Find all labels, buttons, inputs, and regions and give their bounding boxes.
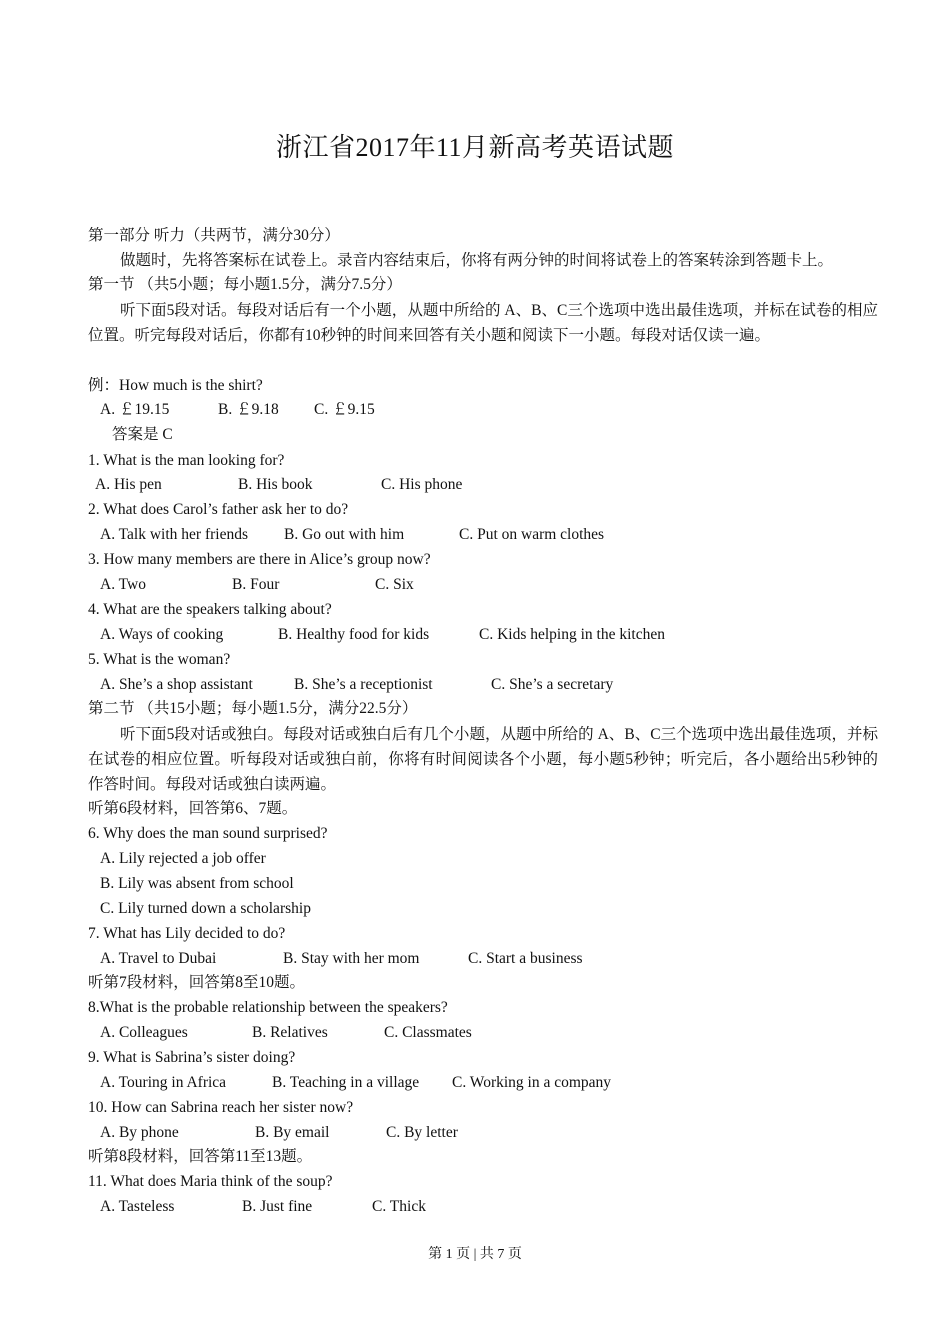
question-5: 5. What is the woman? [88,651,231,668]
question-7: 7. What has Lily decided to do? [88,925,286,942]
question-4: 4. What are the speakers talking about? [88,601,332,618]
option-a: A. His pen [95,476,162,493]
page-title: 浙江省2017年11月新高考英语试题 [275,133,675,162]
question-3: 3. How many members are there in Alice’s group now? [88,551,431,568]
question-11: 11. What does Maria think of the soup? [88,1173,333,1190]
option-c: C. Put on warm clothes [459,526,605,543]
option-c: C. Six [375,576,414,593]
option-c: C. His phone [381,476,463,493]
section2-instruction: 听下面5段对话或独白。每段对话或独白后有几个小题，从题中所给的 A、B、C三个选项中选出最佳选项，并标在试卷的相应位置。听每段对话或独白前，你将有时间阅读各个小题，每小题5秒钟；听完后，各小题给出5秒钟的作答时间。每段对话或独白读两遍。 [88,726,878,793]
option-b: B. Stay with her mom [283,950,420,967]
option-a: A. Talk with her friends [100,526,248,543]
option-b: B. Four [232,576,280,593]
option-b: B. Healthy food for kids [278,626,430,643]
question-1: 1. What is the man looking for? [88,452,285,469]
question-10: 10. How can Sabrina reach her sister now? [88,1099,354,1116]
question-9: 9. What is Sabrina’s sister doing? [88,1049,296,1066]
option-b: B. ￡9.18 [218,401,279,418]
option-b: B. Teaching in a village [272,1074,420,1091]
material-6-heading: 听第6段材料，回答第6、7题。 [88,800,298,817]
option-b: B. Go out with him [284,526,405,543]
question-6-option-c: C. Lily turned down a scholarship [100,900,311,917]
option-a: A. Touring in Africa [100,1074,227,1091]
option-a: A. By phone [100,1124,179,1141]
question-6-option-a: A. Lily rejected a job offer [100,850,266,867]
option-c: C. ￡9.15 [314,401,375,418]
part1-heading: 第一部分 听力（共两节，满分30分） [88,227,340,244]
option-b: B. His book [238,476,313,493]
option-c: C. Start a business [468,950,583,967]
section2-heading: 第二节 （共15小题；每小题1.5分，满分22.5分） [88,700,418,717]
material-7-heading: 听第7段材料，回答第8至10题。 [88,974,306,991]
option-c: C. Thick [372,1198,426,1215]
question-6: 6. Why does the man sound surprised? [88,825,328,842]
section1-instruction: 听下面5段对话。每段对话后有一个小题，从题中所给的 A、B、C三个选项中选出最佳选项，并标在试卷的相应位置。听完每段对话后，你都有10秒钟的时间来回答有关小题和阅读下一小题。每段对话仅读一遍。 [88,302,878,344]
question-6-option-b: B. Lily was absent from school [100,875,294,892]
option-b: B. Relatives [252,1024,328,1041]
option-a: A. Colleagues [100,1024,188,1041]
part1-instruction: 做题时，先将答案标在试卷上。录音内容结束后，你将有两分钟的时间将试卷上的答案转涂到答题卡上。 [120,252,834,269]
material-8-heading: 听第8段材料，回答第11至13题。 [88,1148,313,1165]
section1-heading: 第一节 （共5小题；每小题1.5分，满分7.5分） [88,276,402,293]
option-c: C. Working in a company [452,1074,612,1091]
option-a: A. Ways of cooking [100,626,224,643]
option-a: A. She’s a shop assistant [100,676,253,693]
question-2: 2. What does Carol’s father ask her to do? [88,501,349,518]
option-a: A. Tasteless [100,1198,175,1215]
option-c: C. She’s a secretary [491,676,614,693]
page-footer: 第 1 页 | 共 7 页 [428,1247,522,1262]
option-b: B. By email [255,1124,330,1141]
option-a: A. Two [100,576,146,593]
option-b: B. Just fine [242,1198,313,1215]
option-a: A. ￡19.15 [100,401,170,418]
option-c: C. Classmates [384,1024,472,1041]
option-c: C. By letter [386,1124,458,1141]
option-b: B. She’s a receptionist [294,676,433,693]
example-answer: 答案是 C [112,426,173,443]
option-a: A. Travel to Dubai [100,950,217,967]
question-8: 8.What is the probable relationship between the speakers? [88,999,448,1016]
example-question: 例：How much is the shirt? [88,377,263,394]
option-c: C. Kids helping in the kitchen [479,626,665,643]
